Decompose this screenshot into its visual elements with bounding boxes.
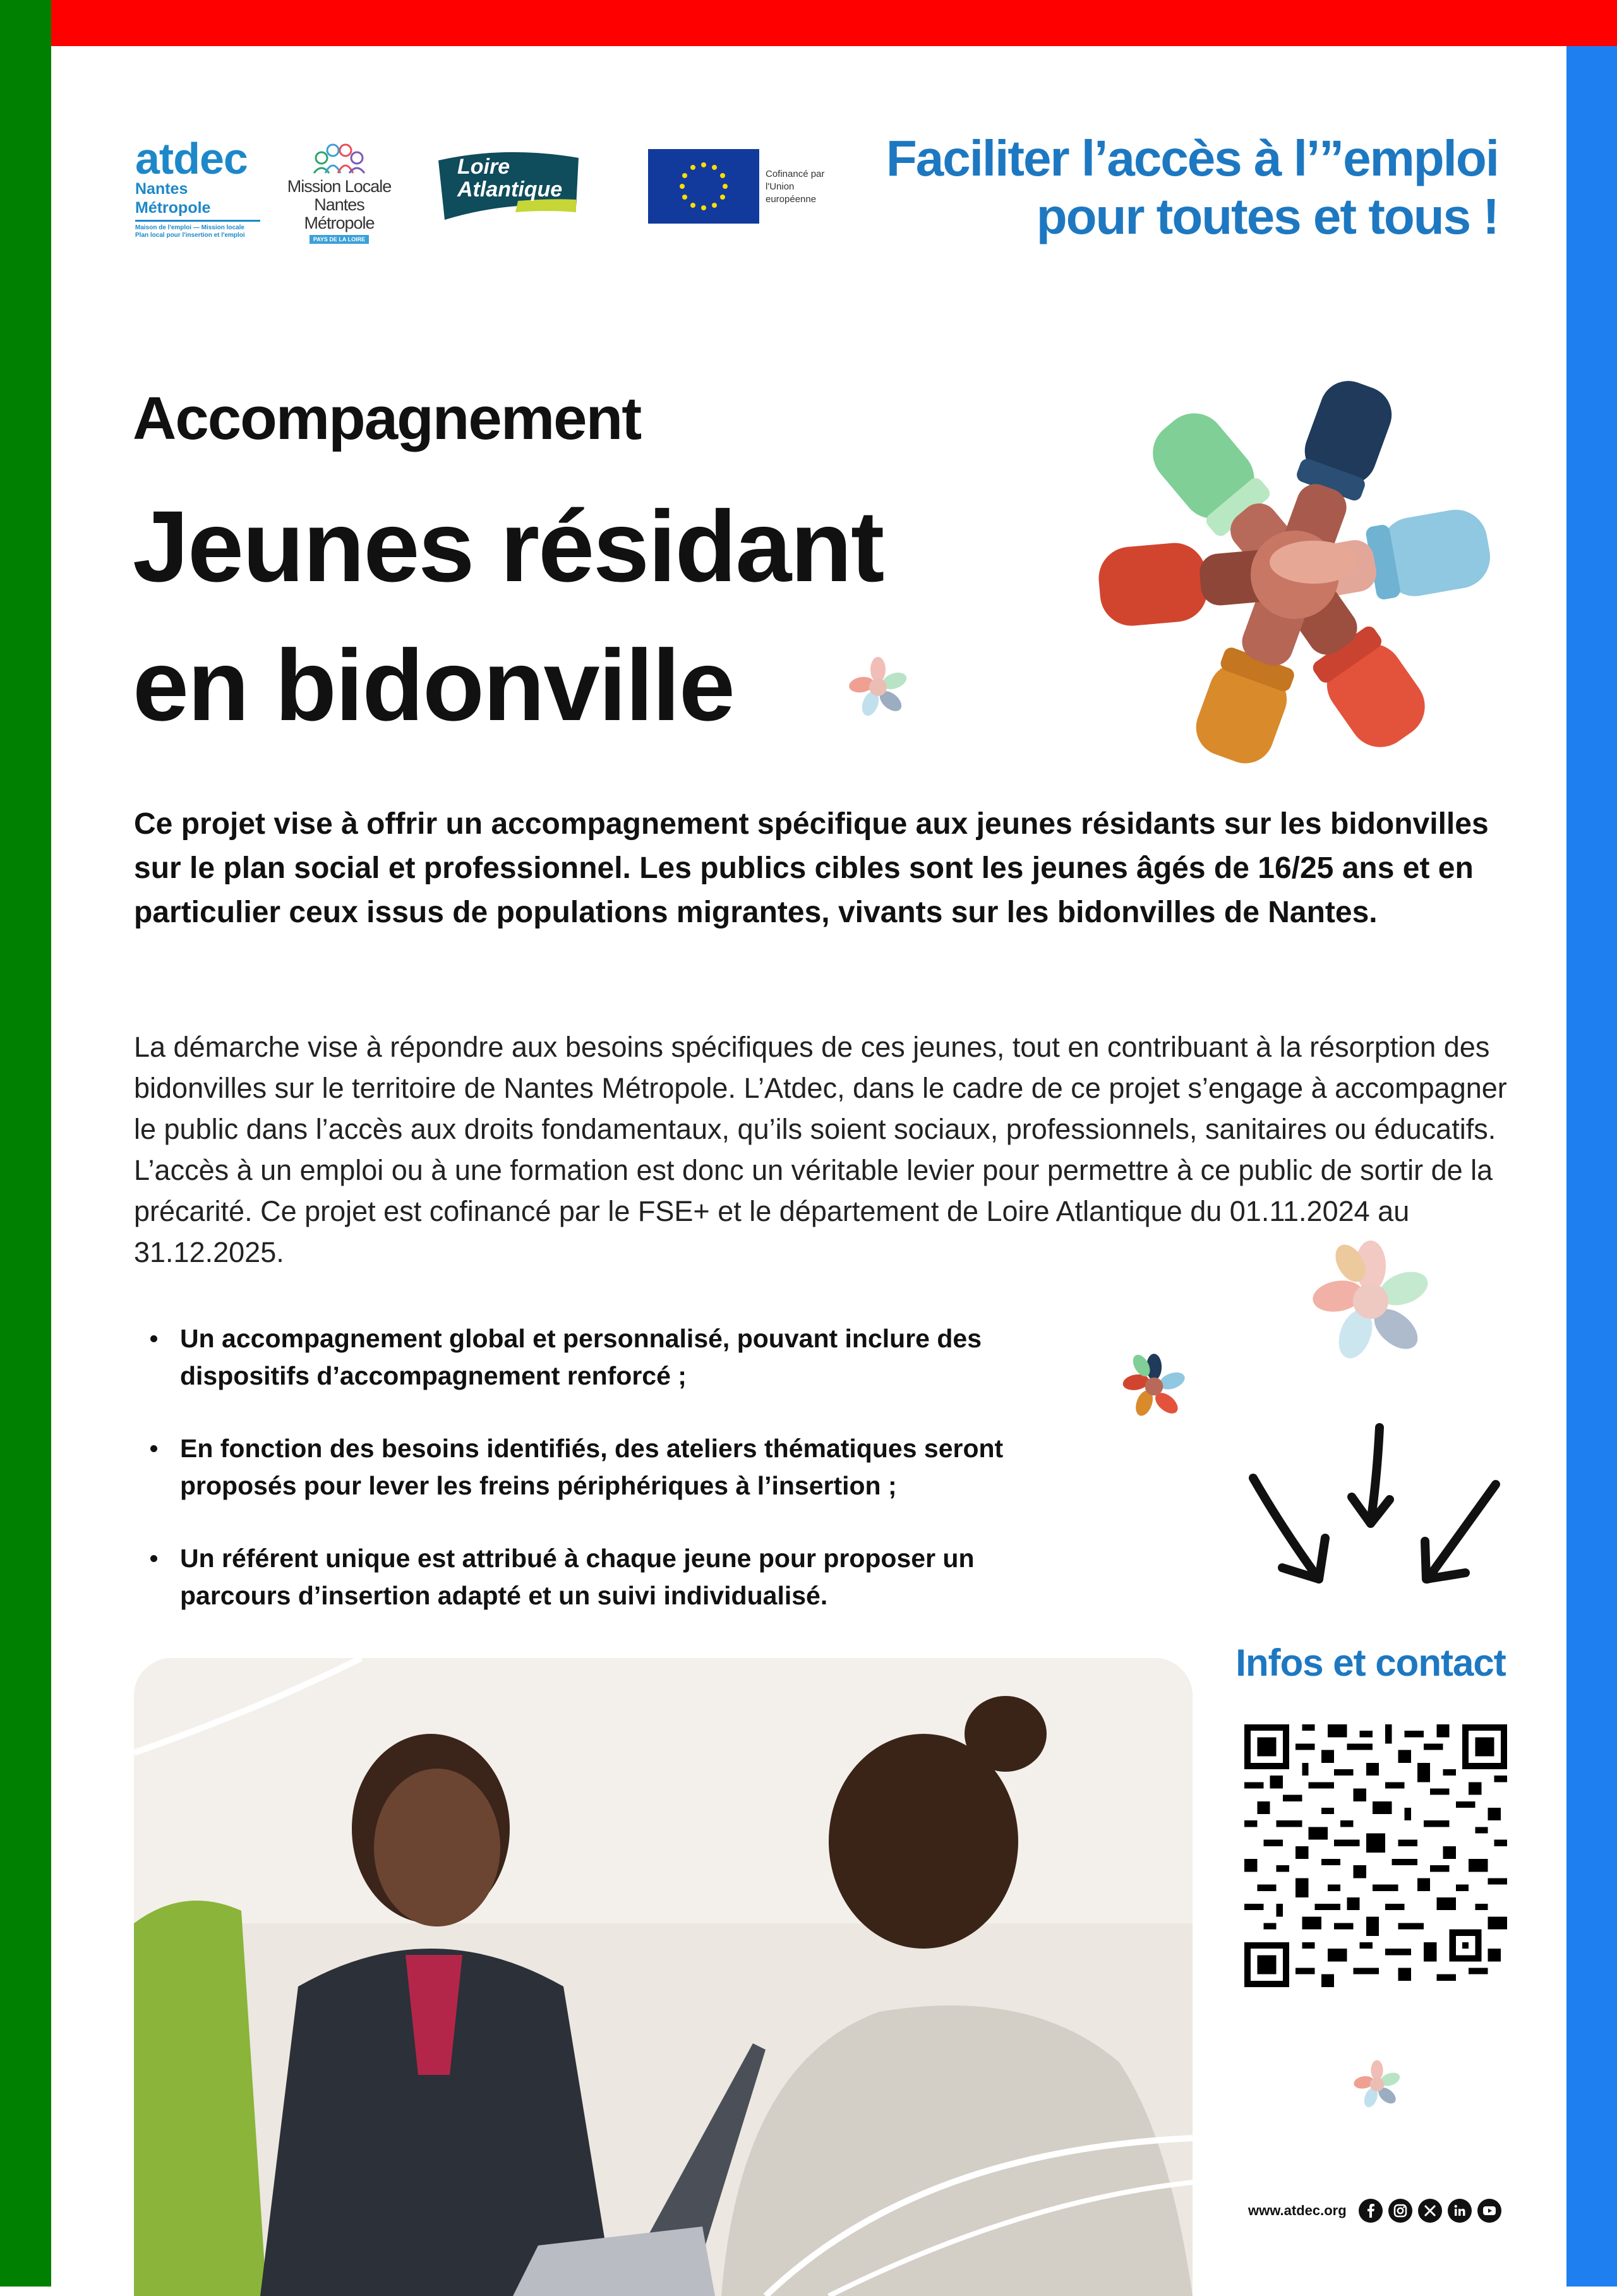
- mission-locale-line2: Nantes Métropole: [304, 195, 375, 232]
- page-title: [133, 477, 954, 755]
- linkedin-icon[interactable]: [1448, 2199, 1472, 2223]
- instagram-icon[interactable]: [1388, 2199, 1412, 2223]
- decorative-hands-icon: [846, 656, 910, 719]
- decorative-hands-icon: [1119, 1352, 1189, 1421]
- eu-flag-icon: [648, 149, 759, 224]
- eu-logo-line3: européenne: [766, 194, 817, 205]
- atdec-logo: [135, 134, 261, 239]
- left-color-bar: [0, 0, 51, 2287]
- arrows-down-icon: [1244, 1421, 1510, 1598]
- eu-cofunding-logo: [648, 149, 838, 224]
- page-kicker: Accompagnement: [133, 385, 641, 452]
- loire-atlantique-logo: [436, 149, 581, 220]
- header-tagline: [867, 129, 1498, 246]
- footer-links: [1248, 2195, 1501, 2227]
- bullet-list: [134, 1320, 1037, 1650]
- website-link[interactable]: www.atdec.org: [1248, 2203, 1347, 2218]
- atdec-logo-rule: [135, 220, 260, 222]
- top-color-bar: [0, 0, 1617, 46]
- atdec-logo-tagline: Maison de l'emploi — Mission locale: [135, 224, 244, 231]
- photo-counselling-session: [134, 1658, 1193, 2296]
- title-line2: en bidonville: [133, 628, 734, 742]
- hands-together-illustration: [1086, 373, 1503, 777]
- mission-locale-line1: Mission Locale: [287, 177, 392, 196]
- x-icon[interactable]: [1418, 2199, 1442, 2223]
- people-icon: [308, 139, 371, 174]
- youtube-icon[interactable]: [1477, 2199, 1501, 2223]
- atdec-logo-name: atdec: [135, 134, 248, 183]
- right-color-bar: [1566, 46, 1617, 2287]
- qr-code[interactable]: [1244, 1724, 1507, 1987]
- loire-atlantique-line2: Atlantique: [457, 177, 563, 201]
- tagline-line2: pour toutes et tous !: [1036, 188, 1498, 244]
- decorative-hands-icon: [1352, 2059, 1402, 2110]
- eu-logo-line1: Cofinancé par: [766, 169, 825, 179]
- body-paragraph: La démarche vise à répondre aux besoins spécifiques de ces jeunes, tout en contribuant à la résorption des bidonvilles sur le territoire de Nantes Métropole. L’Atdec, dans le cadre de ce projet s’engage à accompagner le public dans l’accès aux droits fondamentaux, qu’ils soient sociaux, professionnels, sanitaires ou éducatifs. L’accès à un emploi ou à une formation est donc un véritable levier pour permettre à ce public de sortir de la précarité. Ce projet est cofinancé par le FSE+ et le département de Loire Atlantique du 01.11.2024 au 31.12.2025.: [134, 1031, 1507, 1268]
- list-item: Un référent unique est attribué à chaque jeune pour proposer un parcours d’insertion adapté et un suivi individualisé.: [134, 1540, 1037, 1614]
- eu-logo-line2: l'Union: [766, 181, 795, 192]
- atdec-logo-subtitle: Nantes Métropole: [135, 180, 211, 217]
- mission-locale-logo: [286, 139, 393, 244]
- contact-title: Infos et contact: [1235, 1642, 1506, 1684]
- list-item: Un accompagnement global et personnalisé, pouvant inclure des dispositifs d’accompagnement renforcé ;: [134, 1320, 1037, 1395]
- facebook-icon[interactable]: [1359, 2199, 1383, 2223]
- mission-locale-region: PAYS DE LA LOIRE: [310, 235, 369, 244]
- lead-paragraph: Ce projet vise à offrir un accompagnement spécifique aux jeunes résidants sur les bidonvilles sur le plan social et professionnel. Les publics cibles sont les jeunes âgés de 16/25 ans et en particulier ceux issus de populations migrantes, vivants sur les bidonvilles de Nantes.: [134, 807, 1489, 929]
- title-line1: Jeunes résidant: [133, 490, 884, 603]
- loire-atlantique-line1: Loire: [457, 155, 510, 179]
- atdec-logo-tagline: Plan local pour l'insertion et l'emploi: [135, 232, 245, 239]
- list-item: En fonction des besoins identifiés, des ateliers thématiques seront proposés pour lever les freins périphériques à l’insertion ;: [134, 1430, 1037, 1505]
- tagline-line1: Faciliter l’accès à l’”emploi: [886, 130, 1498, 186]
